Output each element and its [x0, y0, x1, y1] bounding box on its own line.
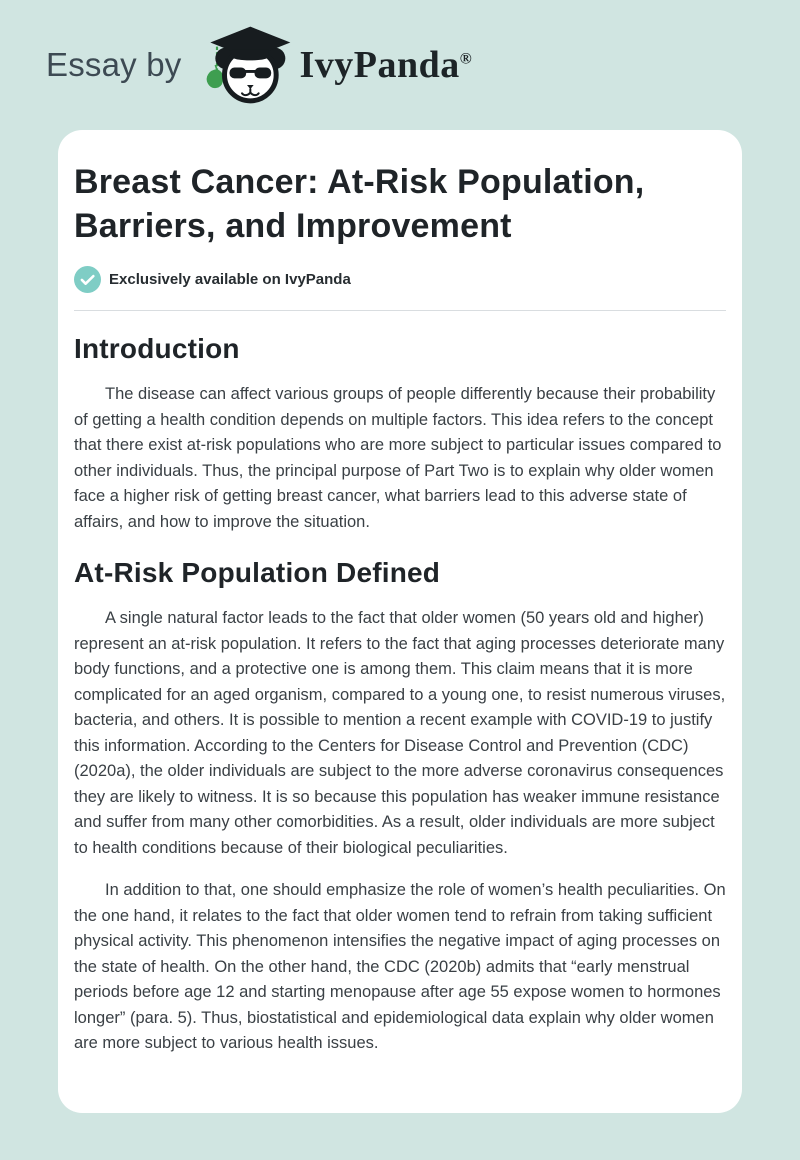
essay-by-label: Essay by	[46, 46, 182, 83]
brand-name: IvyPanda	[299, 44, 460, 86]
section-at-risk-population	[74, 557, 726, 1057]
section-heading-introduction: Introduction	[74, 333, 240, 364]
ivy-leaf-icon	[207, 65, 222, 87]
site-header	[0, 0, 800, 130]
essay-title: Breast Cancer: At-Risk Population, Barriers, and Improvement	[74, 163, 645, 245]
glasses-right-lens	[254, 68, 271, 79]
registered-mark: ®	[459, 50, 473, 68]
glasses-bridge	[244, 70, 256, 73]
exclusive-badge	[74, 266, 726, 293]
section-heading-at-risk-population: At-Risk Population Defined	[74, 557, 441, 588]
essay-paragraph: In addition to that, one should emphasize the role of women’s health peculiarities. On the one hand, it relates to the fact that older women tend to refrain from taking sufficient physical activity. This phenomenon intensifies the negative impact of aging processes on the state of health. On the other hand, the CDC (2020b) admits that “early menstrual periods before age 12 and starting menopause after age 55 expose women to hormones longer” (para. 5). Thus, biostatistical and epidemiological data explain why older women are more subject to various health issues.	[74, 881, 726, 1052]
essay-card	[58, 130, 742, 1113]
panda-graduate-icon	[192, 20, 292, 110]
essay-paragraph: The disease can affect various groups of people differently because their probability of getting a health condition depends on multiple factors. This idea refers to the concept that there exist at-risk populations who are more subject to particular issues compared to other individuals. Thus, the principal purpose of Part Two is to explain why older women face a higher risk of getting breast cancer, what barriers lead to this adverse state of affairs, and how to improve the situation.	[74, 385, 722, 531]
brand-wordmark[interactable]	[300, 43, 473, 87]
graduation-cap-band	[232, 49, 269, 60]
essay-paragraph: A single natural factor leads to the fact that older women (50 years old and higher) represent an at-risk population. It refers to the fact that aging processes deteriorate many body functions, and a protective one is among them. This claim means that it is more complicated for an aged organism, compared to a young one, to resist numerous viruses, bacteria, and others. It is possible to mention a recent example with COVID-19 to justify this information. According to the Centers for Disease Control and Prevention (CDC) (2020a), the older individuals are subject to the more adverse coronavirus consequences they are likely to witness. It is so because this population has weaker immune resistance and suffer from many other comorbidities. As a result, older individuals are more subject to health conditions because of their biological peculiarities.	[74, 609, 726, 857]
exclusive-badge-label: Exclusively available on IvyPanda	[109, 271, 351, 288]
ivypanda-logo[interactable]	[192, 20, 300, 110]
check-icon	[74, 266, 101, 293]
section-introduction	[74, 333, 726, 535]
glasses-left-lens	[229, 68, 246, 79]
divider	[74, 310, 726, 311]
